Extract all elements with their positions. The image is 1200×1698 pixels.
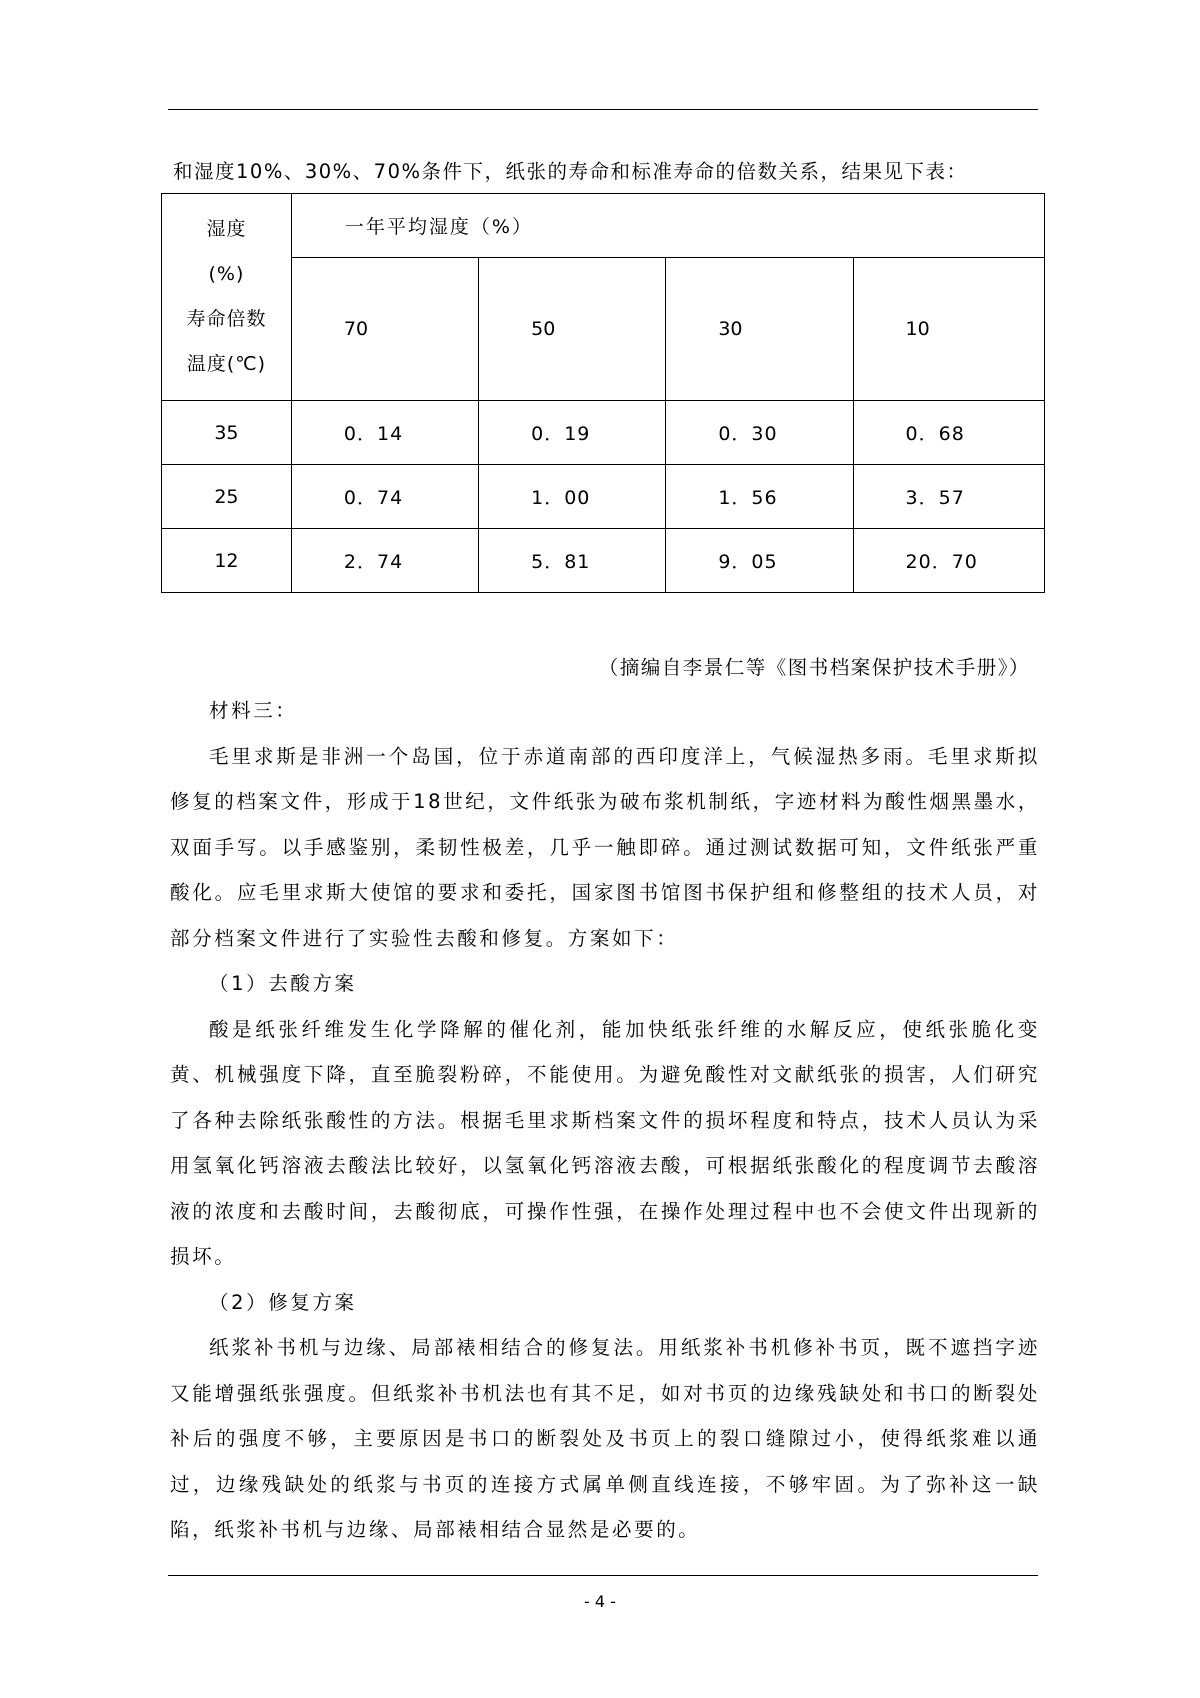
humidity-group-header: 一年平均湿度（%）: [291, 194, 1044, 258]
corner-line: 温度(℃): [186, 353, 267, 375]
value-cell: 0．30: [666, 401, 853, 465]
section-heading: （2）修复方案: [209, 1290, 357, 1314]
value-cell: 2．74: [291, 529, 478, 593]
intro-line: 和湿度10%、30%、70%条件下，纸张的寿命和标准寿命的倍数关系，结果见下表：: [173, 160, 968, 183]
paragraph: 纸浆补书机与边缘、局部裱相结合的修复法。用纸浆补书机修补书页，既不遮挡字迹又能增强纸张强度。但纸浆补书机法也有其不足，如对书页的边缘残缺处和书口的断裂处补后的强度不够，主要原因是书口的断裂处及书页上的裂口缝隙过小，使得纸浆难以通过，边缘残缺处的纸浆与书页的连接方式属单侧直线连接，不够牢固。为了弥补这一缺陷，纸浆补书机与边缘、局部裱相结合显然是必要的。: [170, 1336, 1040, 1541]
value-cell: 20．70: [853, 529, 1044, 593]
humidity-column-header: 10: [853, 258, 1044, 401]
value-cell: 0．19: [479, 401, 666, 465]
corner-line: 湿度: [206, 218, 247, 240]
humidity-column-header: 70: [291, 258, 478, 401]
temperature-cell: 25: [162, 465, 292, 529]
body-text: [170, 688, 1040, 1553]
value-cell: 0．14: [291, 401, 478, 465]
value-cell: 1．56: [666, 465, 853, 529]
value-cell: 1．00: [479, 465, 666, 529]
table-corner-header: [162, 194, 292, 401]
value-cell: 3．57: [853, 465, 1044, 529]
humidity-column-header: 30: [666, 258, 853, 401]
temperature-cell: 12: [162, 529, 292, 593]
paragraph: 酸是纸张纤维发生化学降解的催化剂，能加快纸张纤维的水解反应，使纸张脆化变黄、机械强度下降，直至脆裂粉碎，不能使用。为避免酸性对文献纸张的损害，人们研究了各种去除纸张酸性的方法。根据毛里求斯档案文件的损坏程度和特点，技术人员认为采用氢氧化钙溶液去酸法比较好，以氢氧化钙溶液去酸，可根据纸张酸化的程度调节去酸溶液的浓度和去酸时间，去酸彻底，可操作性强，在操作处理过程中也不会使文件出现新的损坏。: [170, 1017, 1040, 1268]
section-heading: （1）去酸方案: [209, 972, 357, 995]
corner-line: (%): [208, 263, 245, 285]
header-rule: [168, 109, 1038, 110]
humidity-column-header: 50: [479, 258, 666, 401]
source-citation: （摘编自李景仁等《图书档案保护技术手册》）: [598, 656, 1030, 679]
table-row: [162, 529, 1045, 593]
value-cell: 0．74: [291, 465, 478, 529]
material-heading: 材料三：: [209, 699, 298, 722]
paper-lifespan-table: [161, 193, 1045, 593]
temperature-cell: 35: [162, 401, 292, 465]
corner-line: 寿命倍数: [186, 308, 267, 330]
value-cell: 0．68: [853, 401, 1044, 465]
footer-rule: [168, 1575, 1038, 1576]
paragraph: 毛里求斯是非洲一个岛国，位于赤道南部的西印度洋上，气候湿热多雨。毛里求斯拟修复的档案文件，形成于18世纪，文件纸张为破布浆机制纸，字迹材料为酸性烟黑墨水，双面手写。以手感鉴别，柔韧性极差，几乎一触即碎。通过测试数据可知，文件纸张严重酸化。应毛里求斯大使馆的要求和委托，国家图书馆图书保护组和修整组的技术人员，对部分档案文件进行了实验性去酸和修复。方案如下：: [170, 744, 1040, 950]
table-row: [162, 465, 1045, 529]
table-row: [162, 401, 1045, 465]
page-number: - 4 -: [584, 1592, 616, 1611]
value-cell: 9．05: [666, 529, 853, 593]
value-cell: 5．81: [479, 529, 666, 593]
